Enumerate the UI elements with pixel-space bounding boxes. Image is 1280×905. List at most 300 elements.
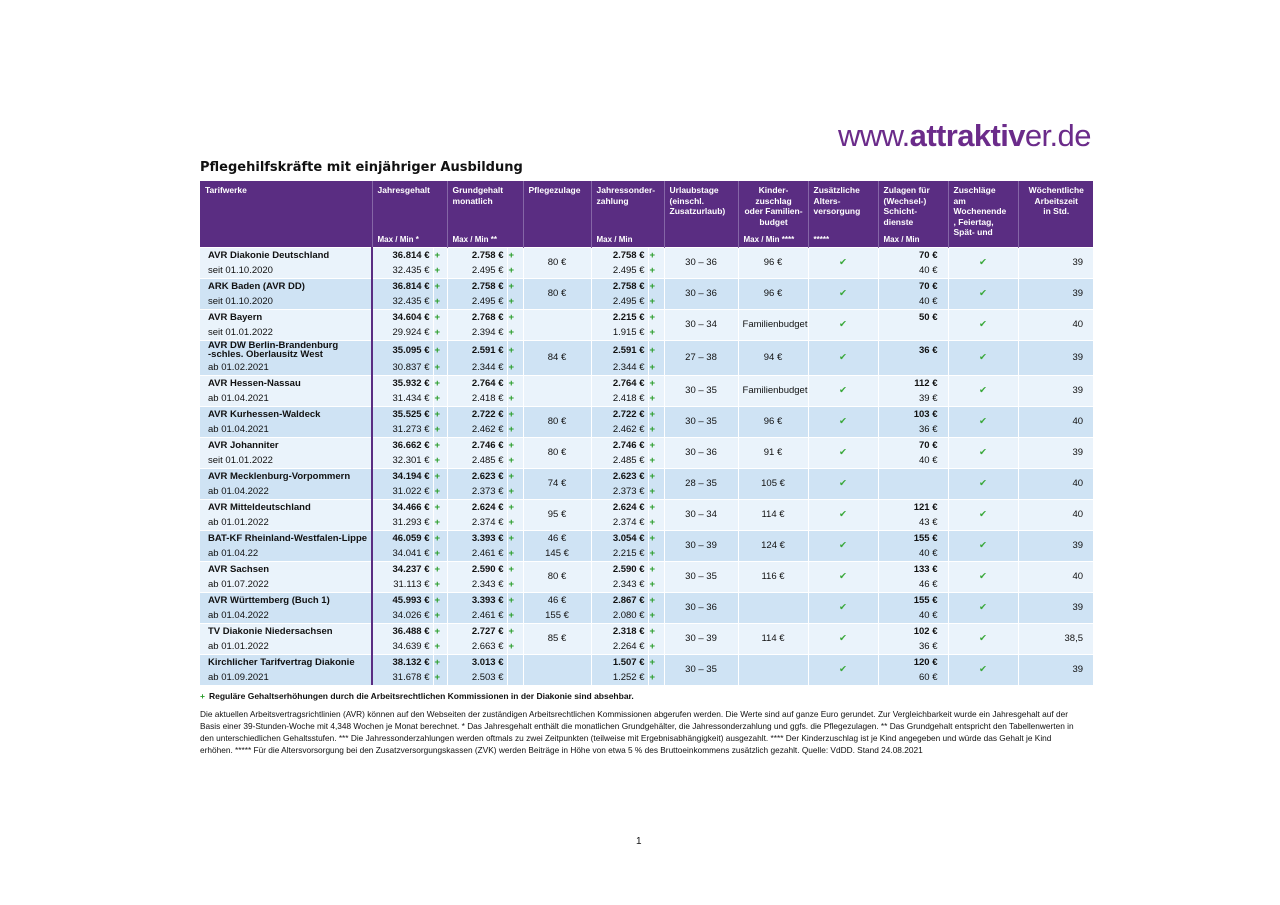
col-header-zulagen: Zulagen für (Wechsel-) Schicht- dienste Max / Min <box>878 181 948 247</box>
zulagen-min: 43 € <box>878 515 948 531</box>
jahresgehalt-min: 32.435 € <box>372 294 433 310</box>
zulagen-min: 46 € <box>878 577 948 593</box>
grundgehalt-max: 2.758 € <box>447 278 507 294</box>
jahresgehalt-max: 36.814 € <box>372 278 433 294</box>
grundgehalt-min: 2.418 € <box>447 391 507 407</box>
plus-icon: + <box>433 453 447 469</box>
arbeitszeit-value: 39 <box>1018 375 1093 406</box>
tarif-name: Kirchlicher Tarifvertrag Diakonie <box>200 654 372 670</box>
grundgehalt-min: 2.373 € <box>447 484 507 500</box>
plus-icon: + <box>433 391 447 407</box>
plus-icon: + <box>507 468 523 484</box>
table-row <box>200 340 1093 360</box>
plus-icon: + <box>648 278 664 294</box>
plus-icon: + <box>507 375 523 391</box>
kinderzuschlag-value: 91 € <box>738 437 808 468</box>
pflegezulage-value <box>523 654 591 685</box>
zulagen-min: 40 € <box>878 294 948 310</box>
plus-icon: + <box>648 422 664 438</box>
grundgehalt-max: 2.758 € <box>447 247 507 263</box>
jahresgehalt-min: 31.113 € <box>372 577 433 593</box>
plus-icon: + <box>648 623 664 639</box>
jahressonder-min: 2.343 € <box>591 577 648 593</box>
jahresgehalt-min: 31.273 € <box>372 422 433 438</box>
jahresgehalt-max: 34.466 € <box>372 499 433 515</box>
jahresgehalt-min: 34.639 € <box>372 639 433 655</box>
col-header-jahresgehalt: Jahresgehalt Max / Min * <box>372 181 447 247</box>
urlaubstage-value: 27 – 38 <box>664 340 738 375</box>
plus-icon: + <box>648 340 664 360</box>
pflegezulage-value: 80 € <box>523 278 591 309</box>
plus-icon: + <box>433 360 447 376</box>
check-icon: ✔ <box>808 278 878 309</box>
plus-icon: + <box>507 608 523 624</box>
tarif-name-line2: -schles. Oberlausitz West <box>208 349 323 360</box>
urlaubstage-value: 30 – 36 <box>664 437 738 468</box>
grundgehalt-min: 2.485 € <box>447 453 507 469</box>
jahresgehalt-min: 32.435 € <box>372 263 433 279</box>
plus-icon: + <box>648 309 664 325</box>
plus-icon: + <box>507 309 523 325</box>
check-icon: ✔ <box>948 247 1018 278</box>
check-icon: ✔ <box>948 592 1018 623</box>
plus-icon: + <box>648 263 664 279</box>
zulagen-max: 103 € <box>878 406 948 422</box>
plus-icon: + <box>507 592 523 608</box>
plus-icon: + <box>433 309 447 325</box>
zulagen-max: 70 € <box>878 247 948 263</box>
zulagen-max: 50 € <box>878 309 948 325</box>
plus-icon: + <box>507 263 523 279</box>
urlaubstage-value: 30 – 35 <box>664 406 738 437</box>
table-row <box>200 278 1093 294</box>
check-icon: ✔ <box>948 499 1018 530</box>
zulagen-min <box>878 484 948 500</box>
jahresgehalt-min: 29.924 € <box>372 325 433 341</box>
zulagen-max <box>878 468 948 484</box>
tarif-name: AVR Johanniter <box>200 437 372 453</box>
check-icon: ✔ <box>808 375 878 406</box>
check-icon: ✔ <box>808 247 878 278</box>
jahresgehalt-min: 31.022 € <box>372 484 433 500</box>
table-row <box>200 247 1093 263</box>
zulagen-max: 155 € <box>878 592 948 608</box>
kinderzuschlag-value: 96 € <box>738 247 808 278</box>
table-row <box>200 406 1093 422</box>
check-icon: ✔ <box>808 309 878 340</box>
jahressonder-min: 2.485 € <box>591 453 648 469</box>
jahressonder-min: 2.374 € <box>591 515 648 531</box>
kinderzuschlag-value <box>738 654 808 685</box>
table-row <box>200 375 1093 391</box>
jahresgehalt-max: 35.095 € <box>372 340 433 360</box>
plus-icon: + <box>648 577 664 593</box>
jahressonder-max: 1.507 € <box>591 654 648 670</box>
plus-icon: + <box>433 247 447 263</box>
check-icon: ✔ <box>948 654 1018 685</box>
tarif-name: ARK Baden (AVR DD) <box>200 278 372 294</box>
table-row <box>200 654 1093 670</box>
zulagen-max: 112 € <box>878 375 948 391</box>
jahresgehalt-max: 34.604 € <box>372 309 433 325</box>
plus-icon: + <box>648 654 664 670</box>
arbeitszeit-value: 39 <box>1018 278 1093 309</box>
pflegezulage-value: 84 € <box>523 340 591 375</box>
jahressonder-max: 2.722 € <box>591 406 648 422</box>
check-icon: ✔ <box>808 499 878 530</box>
plus-icon: + <box>433 546 447 562</box>
table-row <box>200 468 1093 484</box>
check-icon: ✔ <box>948 468 1018 499</box>
grundgehalt-min: 2.343 € <box>447 577 507 593</box>
arbeitszeit-value: 39 <box>1018 437 1093 468</box>
grundgehalt-min: 2.462 € <box>447 422 507 438</box>
plus-icon: + <box>648 437 664 453</box>
arbeitszeit-value: 40 <box>1018 468 1093 499</box>
grundgehalt-min: 2.394 € <box>447 325 507 341</box>
pflegezulage-min: 155 € <box>523 608 591 624</box>
tarif-since: ab 01.04.2021 <box>200 391 372 407</box>
table-row <box>200 592 1093 608</box>
jahressonder-max: 2.590 € <box>591 561 648 577</box>
plus-icon: + <box>433 654 447 670</box>
plus-icon: + <box>433 561 447 577</box>
tarif-since: seit 01.10.2020 <box>200 263 372 279</box>
check-icon: ✔ <box>808 623 878 654</box>
plus-icon: + <box>507 340 523 360</box>
footnote-text: Die aktuellen Arbeitsvertragsrichtlinien (AVR) können auf den Webseiten der zuständigen Arbeitsrechtlichen Kommissionen abgerufen werden. Die Werte sind auf ganze Euro gerundet. Zur Vergleichbarkeit wurde ein Jahresgehalt auf der Basis einer 39-Stunden-Woche mit 4,348 Wochen je Monat berechnet. * Das Jahresgehalt enthält die monatlichen Grundgehälter, die Jahressonderzahlung und ggfs. die Pflegezulagen. ** Das Grundgehalt entspricht den Tabellenwerten in den unterschiedlichen Gehaltsstufen. *** Die Jahressonderzahlungen werden oftmals zu zwei Zeitpunkten (teilweise mit Ergebnisabhängigkeit) ausgezahlt. **** Der Kinderzuschlag ist je Kind angegeben und würde das Gehalt je Kind erhöhen. ***** Für die Altersvorsorgung bei den Zusatzversorgungskassen (ZVK) werden Beiträge in Höhe von etwa 5 % des Bruttoeinkommens zusätzlich gezahlt. Quelle: VdDD. Stand 24.08.2021 <box>200 709 1074 755</box>
check-icon: ✔ <box>808 561 878 592</box>
jahresgehalt-min: 31.678 € <box>372 670 433 686</box>
grundgehalt-max: 2.722 € <box>447 406 507 422</box>
plus-icon: + <box>200 691 205 701</box>
plus-icon: + <box>648 499 664 515</box>
plus-icon: + <box>648 391 664 407</box>
tarif-name: AVR Mecklenburg-Vorpommern <box>200 468 372 484</box>
kinderzuschlag-value: Familienbudget <box>738 309 808 340</box>
table-row <box>200 437 1093 453</box>
tarif-since: ab 01.04.2022 <box>200 484 372 500</box>
plus-icon: + <box>507 515 523 531</box>
plus-icon: + <box>433 623 447 639</box>
jahresgehalt-max: 46.059 € <box>372 530 433 546</box>
zulagen-max: 102 € <box>878 623 948 639</box>
jahressonder-max: 2.623 € <box>591 468 648 484</box>
pflegezulage-value: 80 € <box>523 247 591 278</box>
site-logo <box>838 118 1091 154</box>
tarif-since: ab 01.01.2022 <box>200 515 372 531</box>
kinderzuschlag-value: 116 € <box>738 561 808 592</box>
plus-icon <box>507 670 523 686</box>
jahressonder-max: 2.746 € <box>591 437 648 453</box>
grundgehalt-min: 2.495 € <box>447 294 507 310</box>
check-icon: ✔ <box>808 406 878 437</box>
kinderzuschlag-value: 114 € <box>738 623 808 654</box>
plus-icon: + <box>433 577 447 593</box>
jahressonder-max: 2.867 € <box>591 592 648 608</box>
zulagen-max: 70 € <box>878 437 948 453</box>
grundgehalt-max: 3.393 € <box>447 592 507 608</box>
logo-suffix: er.de <box>1024 118 1091 153</box>
jahresgehalt-min: 32.301 € <box>372 453 433 469</box>
salary-increase-note-text: Reguläre Gehaltserhöhungen durch die Arbeitsrechtlichen Kommissionen in der Diakonie sind absehbar. <box>208 691 634 701</box>
tarif-since: seit 01.01.2022 <box>200 453 372 469</box>
jahressonder-max: 3.054 € <box>591 530 648 546</box>
tarif-name <box>200 340 372 360</box>
plus-icon: + <box>648 608 664 624</box>
pflegezulage-value: 46 € <box>523 530 591 546</box>
jahresgehalt-max: 35.932 € <box>372 375 433 391</box>
table-row <box>200 499 1093 515</box>
plus-icon: + <box>507 530 523 546</box>
grundgehalt-max: 2.590 € <box>447 561 507 577</box>
pflegezulage-value: 95 € <box>523 499 591 530</box>
plus-icon: + <box>507 278 523 294</box>
urlaubstage-value: 30 – 34 <box>664 499 738 530</box>
check-icon: ✔ <box>808 592 878 623</box>
jahressonder-min: 2.344 € <box>591 360 648 376</box>
tarif-since: ab 01.01.2022 <box>200 639 372 655</box>
zulagen-min: 40 € <box>878 546 948 562</box>
jahresgehalt-max: 36.662 € <box>372 437 433 453</box>
salary-increase-note <box>200 691 634 701</box>
jahressonder-max: 2.591 € <box>591 340 648 360</box>
check-icon: ✔ <box>808 654 878 685</box>
jahresgehalt-max: 36.814 € <box>372 247 433 263</box>
zulagen-max: 70 € <box>878 278 948 294</box>
zulagen-max: 36 € <box>878 340 948 360</box>
plus-icon: + <box>433 437 447 453</box>
plus-icon: + <box>433 294 447 310</box>
grundgehalt-max: 2.764 € <box>447 375 507 391</box>
plus-icon: + <box>648 360 664 376</box>
arbeitszeit-value: 39 <box>1018 247 1093 278</box>
plus-icon: + <box>507 577 523 593</box>
check-icon: ✔ <box>948 406 1018 437</box>
col-header-urlaubstage: Urlaubstage (einschl. Zusatzurlaub) <box>664 181 738 247</box>
tarif-since: ab 01.09.2021 <box>200 670 372 686</box>
jahressonder-min: 1.252 € <box>591 670 648 686</box>
tarif-name: AVR Kurhessen-Waldeck <box>200 406 372 422</box>
tarif-name: AVR Diakonie Deutschland <box>200 247 372 263</box>
pflegezulage-value: 80 € <box>523 406 591 437</box>
grundgehalt-max: 2.768 € <box>447 309 507 325</box>
jahressonder-max: 2.758 € <box>591 247 648 263</box>
tariff-table <box>200 181 1093 685</box>
col-header-jahressonderzahlung: Jahressonder- zahlung Max / Min <box>591 181 664 247</box>
jahressonder-max: 2.318 € <box>591 623 648 639</box>
table-row <box>200 530 1093 546</box>
jahresgehalt-max: 34.194 € <box>372 468 433 484</box>
plus-icon: + <box>507 247 523 263</box>
plus-icon: + <box>433 406 447 422</box>
jahresgehalt-min: 34.026 € <box>372 608 433 624</box>
check-icon: ✔ <box>808 437 878 468</box>
grundgehalt-max: 2.624 € <box>447 499 507 515</box>
plus-icon: + <box>507 623 523 639</box>
grundgehalt-max: 3.393 € <box>447 530 507 546</box>
plus-icon: + <box>648 294 664 310</box>
kinderzuschlag-value: 124 € <box>738 530 808 561</box>
logo-prefix: www. <box>838 118 910 153</box>
col-header-arbeitszeit: Wöchentliche Arbeitszeit in Std. <box>1018 181 1093 247</box>
kinderzuschlag-value: 96 € <box>738 278 808 309</box>
col-header-grundgehalt: Grundgehalt monatlich Max / Min ** <box>447 181 523 247</box>
table-row <box>200 561 1093 577</box>
jahresgehalt-min: 31.293 € <box>372 515 433 531</box>
jahressonder-min: 1.915 € <box>591 325 648 341</box>
plus-icon: + <box>507 484 523 500</box>
urlaubstage-value: 28 – 35 <box>664 468 738 499</box>
plus-icon: + <box>648 592 664 608</box>
col-header-kinderzuschlag: Kinder- zuschlag oder Familien- budget Max / Min **** <box>738 181 808 247</box>
arbeitszeit-value: 38,5 <box>1018 623 1093 654</box>
check-icon: ✔ <box>948 375 1018 406</box>
jahressonder-max: 2.624 € <box>591 499 648 515</box>
pflegezulage-value <box>523 309 591 340</box>
check-icon: ✔ <box>948 340 1018 375</box>
plus-icon: + <box>433 422 447 438</box>
tarif-since: ab 01.04.2022 <box>200 608 372 624</box>
kinderzuschlag-value <box>738 592 808 623</box>
urlaubstage-value: 30 – 35 <box>664 375 738 406</box>
kinderzuschlag-value: 105 € <box>738 468 808 499</box>
header-row <box>200 181 1093 247</box>
check-icon: ✔ <box>948 561 1018 592</box>
plus-icon: + <box>648 453 664 469</box>
urlaubstage-value: 30 – 35 <box>664 561 738 592</box>
jahressonder-min: 2.215 € <box>591 546 648 562</box>
plus-icon: + <box>433 468 447 484</box>
plus-icon: + <box>433 608 447 624</box>
col-header-zuschlaege: Zuschläge am Wochenende , Feiertag, Spät- und <box>948 181 1018 247</box>
kinderzuschlag-value: 94 € <box>738 340 808 375</box>
jahresgehalt-min: 34.041 € <box>372 546 433 562</box>
check-icon: ✔ <box>808 340 878 375</box>
zulagen-min <box>878 360 948 376</box>
grundgehalt-min: 2.374 € <box>447 515 507 531</box>
grundgehalt-min: 2.663 € <box>447 639 507 655</box>
plus-icon: + <box>648 639 664 655</box>
zulagen-max: 120 € <box>878 654 948 670</box>
jahressonder-min: 2.080 € <box>591 608 648 624</box>
arbeitszeit-value: 39 <box>1018 592 1093 623</box>
plus-icon: + <box>433 484 447 500</box>
plus-icon: + <box>507 422 523 438</box>
plus-icon: + <box>507 437 523 453</box>
zulagen-min: 60 € <box>878 670 948 686</box>
jahressonder-min: 2.373 € <box>591 484 648 500</box>
plus-icon: + <box>648 375 664 391</box>
jahressonder-min: 2.495 € <box>591 294 648 310</box>
urlaubstage-value: 30 – 35 <box>664 654 738 685</box>
urlaubstage-value: 30 – 34 <box>664 309 738 340</box>
pflegezulage-value <box>523 375 591 406</box>
plus-icon: + <box>507 546 523 562</box>
plus-icon: + <box>433 639 447 655</box>
col-header-altersversorgung: Zusätzliche Alters- versorgung ***** <box>808 181 878 247</box>
jahresgehalt-max: 36.488 € <box>372 623 433 639</box>
plus-icon: + <box>507 499 523 515</box>
jahressonder-max: 2.758 € <box>591 278 648 294</box>
plus-icon: + <box>507 561 523 577</box>
arbeitszeit-value: 39 <box>1018 340 1093 375</box>
kinderzuschlag-value: 114 € <box>738 499 808 530</box>
plus-icon: + <box>648 468 664 484</box>
jahressonder-max: 2.764 € <box>591 375 648 391</box>
tarif-name: AVR Mitteldeutschland <box>200 499 372 515</box>
grundgehalt-max: 3.013 € <box>447 654 507 670</box>
check-icon: ✔ <box>948 437 1018 468</box>
tarif-name: BAT-KF Rheinland-Westfalen-Lippe <box>200 530 372 546</box>
tarif-name: AVR Württemberg (Buch 1) <box>200 592 372 608</box>
jahressonder-min: 2.264 € <box>591 639 648 655</box>
grundgehalt-min: 2.461 € <box>447 546 507 562</box>
zulagen-min: 36 € <box>878 639 948 655</box>
check-icon: ✔ <box>808 468 878 499</box>
grundgehalt-min: 2.495 € <box>447 263 507 279</box>
urlaubstage-value: 30 – 39 <box>664 530 738 561</box>
check-icon: ✔ <box>948 278 1018 309</box>
zulagen-max: 133 € <box>878 561 948 577</box>
zulagen-min: 40 € <box>878 453 948 469</box>
plus-icon: + <box>507 453 523 469</box>
plus-icon: + <box>433 340 447 360</box>
plus-icon: + <box>507 639 523 655</box>
kinderzuschlag-value: 96 € <box>738 406 808 437</box>
urlaubstage-value: 30 – 39 <box>664 623 738 654</box>
grundgehalt-max: 2.727 € <box>447 623 507 639</box>
grundgehalt-max: 2.591 € <box>447 340 507 360</box>
jahresgehalt-max: 34.237 € <box>372 561 433 577</box>
pflegezulage-value: 74 € <box>523 468 591 499</box>
zulagen-min: 40 € <box>878 608 948 624</box>
plus-icon: + <box>433 499 447 515</box>
plus-icon: + <box>648 247 664 263</box>
plus-icon: + <box>648 670 664 686</box>
arbeitszeit-value: 40 <box>1018 309 1093 340</box>
jahresgehalt-max: 35.525 € <box>372 406 433 422</box>
jahressonder-min: 2.418 € <box>591 391 648 407</box>
plus-icon: + <box>648 484 664 500</box>
plus-icon: + <box>648 546 664 562</box>
urlaubstage-value: 30 – 36 <box>664 247 738 278</box>
check-icon: ✔ <box>948 309 1018 340</box>
jahressonder-min: 2.495 € <box>591 263 648 279</box>
plus-icon: + <box>433 530 447 546</box>
arbeitszeit-value: 40 <box>1018 561 1093 592</box>
plus-icon: + <box>433 375 447 391</box>
table-row <box>200 623 1093 639</box>
logo-brand: attraktiv <box>909 118 1025 153</box>
tarif-name-line1: AVR DW Berlin-Brandenburg <box>208 339 339 351</box>
plus-icon <box>507 654 523 670</box>
jahressonder-max: 2.215 € <box>591 309 648 325</box>
plus-icon: + <box>648 515 664 531</box>
grundgehalt-min: 2.503 € <box>447 670 507 686</box>
pflegezulage-value: 80 € <box>523 437 591 468</box>
tarif-since: seit 01.10.2020 <box>200 294 372 310</box>
plus-icon: + <box>433 670 447 686</box>
grundgehalt-max: 2.623 € <box>447 468 507 484</box>
tarif-name: AVR Sachsen <box>200 561 372 577</box>
plus-icon: + <box>433 325 447 341</box>
plus-icon: + <box>507 360 523 376</box>
tarif-since: ab 01.04.2021 <box>200 422 372 438</box>
zulagen-min: 36 € <box>878 422 948 438</box>
plus-icon: + <box>433 592 447 608</box>
col-header-pflegezulage: Pflegezulage <box>523 181 591 247</box>
